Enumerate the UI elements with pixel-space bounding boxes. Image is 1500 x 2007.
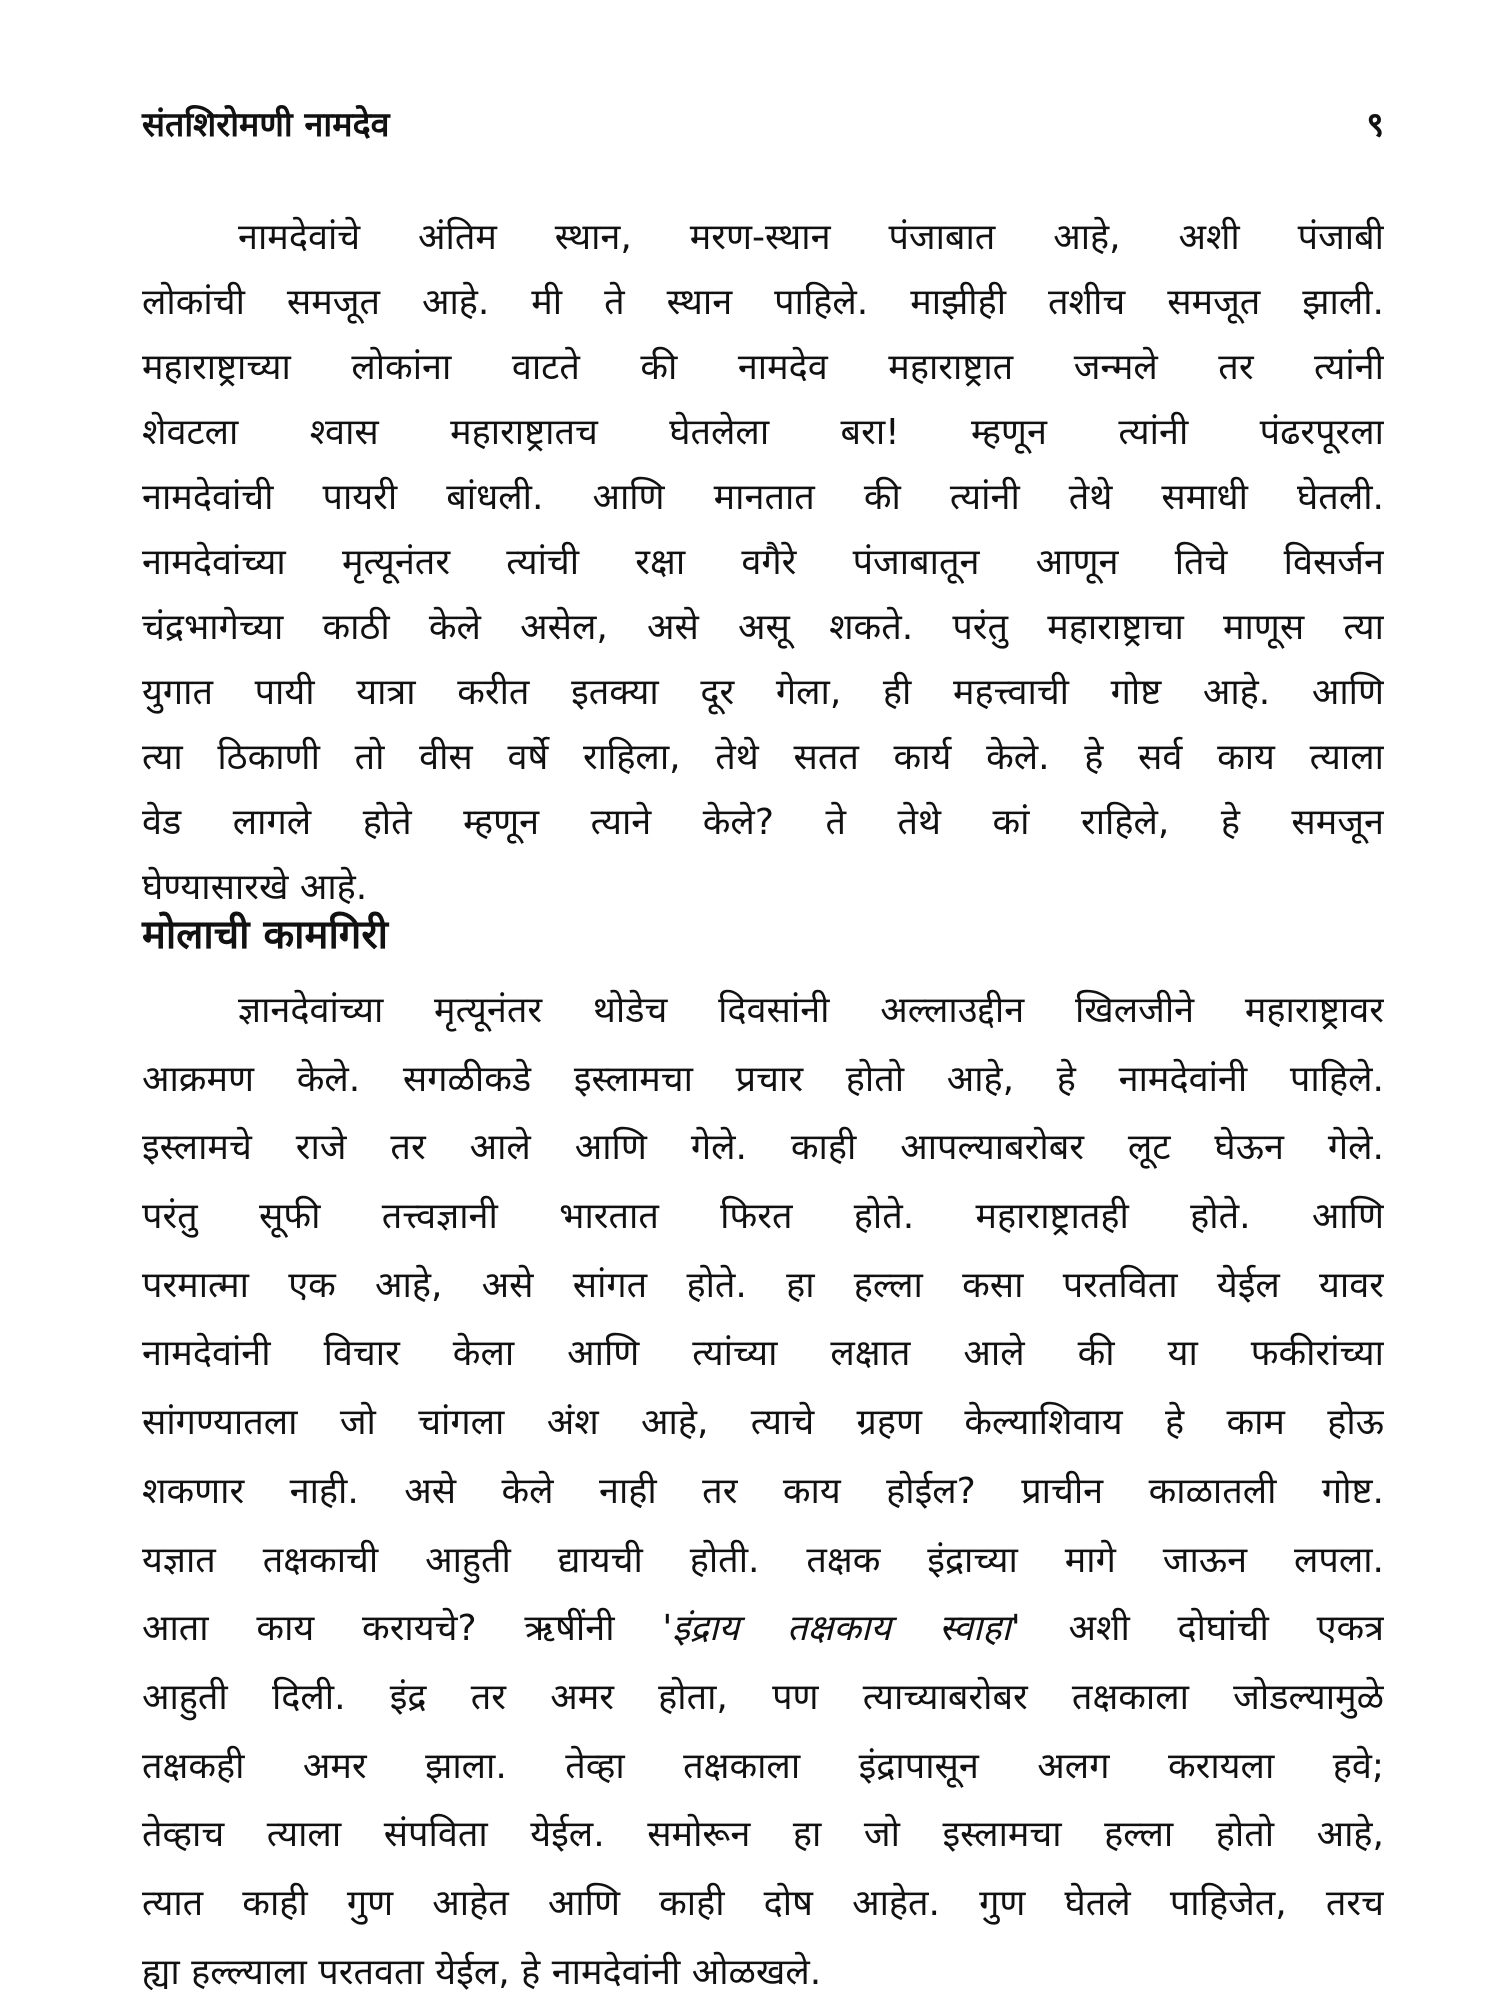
text-line: शेवटला श्वास महाराष्ट्रातच घेतलेला बरा! म्हणून त्यांनी पंढरपूरला: [142, 412, 1384, 453]
italic-quote: 'इंद्राय तक्षकाय स्वाहा': [662, 1608, 1021, 1650]
paragraph-2: [142, 977, 1384, 2007]
text-segment: अशी दोघांची एकत्र: [1020, 1608, 1384, 1650]
text-line: वेड लागले होते म्हणून त्याने केले? ते तेथे कां राहिले, हे समजून: [142, 802, 1384, 843]
text-line: ज्ञानदेवांच्या मृत्यूनंतर थोडेच दिवसांनी अल्लाउद्दीन खिलजीने महाराष्ट्रावर: [238, 990, 1384, 1031]
text-line: तेव्हाच त्याला संपविता येईल. समोरून हा जो इस्लामचा हल्ला होतो आहे,: [142, 1814, 1384, 1856]
text-line: युगात पायी यात्रा करीत इतक्या दूर गेला, ही महत्त्वाची गोष्ट आहे. आणि: [142, 672, 1384, 713]
text-line: यज्ञात तक्षकाची आहुती द्यायची होती. तक्षक इंद्राच्या मागे जाऊन लपला.: [142, 1539, 1384, 1581]
page-number: ९: [1366, 105, 1384, 145]
text-line: नामदेवांच्या मृत्यूनंतर त्यांची रक्षा वगैरे पंजाबातून आणून तिचे विसर्जन: [142, 542, 1384, 583]
text-line: आहुती दिली. इंद्र तर अमर होता, पण त्याच्याबरोबर तक्षकाला जोडल्यामुळे: [142, 1676, 1384, 1718]
text-line: नामदेवांचे अंतिम स्थान, मरण-स्थान पंजाबात आहे, अशी पंजाबी: [238, 217, 1384, 258]
paragraph-1: [142, 205, 1384, 920]
text-line-with-quote: [142, 1595, 1384, 1664]
text-line: चंद्रभागेच्या काठी केले असेल, असे असू शकते. परंतु महाराष्ट्राचा माणूस त्या: [142, 607, 1384, 648]
text-line: तक्षकही अमर झाला. तेव्हा तक्षकाला इंद्रापासून अलग करायला हवे;: [142, 1745, 1384, 1787]
text-line: त्यात काही गुण आहेत आणि काही दोष आहेत. गुण घेतले पाहिजेत, तरच: [142, 1882, 1384, 1924]
text-line: ह्या हल्ल्याला परतवता येईल, हे नामदेवांनी ओळखले.: [142, 1951, 822, 1993]
text-line: सांगण्यातला जो चांगला अंश आहे, त्याचे ग्रहण केल्याशिवाय हे काम होऊ: [142, 1402, 1384, 1444]
section-heading: मोलाची कामगिरी: [142, 912, 389, 958]
text-line: आक्रमण केले. सगळीकडे इस्लामचा प्रचार होतो आहे, हे नामदेवांनी पाहिले.: [142, 1058, 1384, 1100]
text-line: लोकांची समजूत आहे. मी ते स्थान पाहिले. माझीही तशीच समजूत झाली.: [142, 282, 1384, 323]
text-line: इस्लामचे राजे तर आले आणि गेले. काही आपल्याबरोबर लूट घेऊन गेले.: [142, 1127, 1384, 1169]
text-line: परंतु सूफी तत्त्वज्ञानी भारतात फिरत होते. महाराष्ट्रातही होते. आणि: [142, 1196, 1384, 1238]
text-segment: आता काय करायचे? ऋषींनी: [142, 1608, 663, 1650]
running-header: [142, 100, 1384, 150]
text-line: परमात्मा एक आहे, असे सांगत होते. हा हल्ला कसा परतविता येईल यावर: [142, 1264, 1384, 1306]
text-line: घेण्यासारखे आहे.: [142, 867, 368, 908]
text-line: नामदेवांनी विचार केला आणि त्यांच्या लक्षात आले की या फकीरांच्या: [142, 1333, 1384, 1375]
text-line: महाराष्ट्राच्या लोकांना वाटते की नामदेव महाराष्ट्रात जन्मले तर त्यांनी: [142, 347, 1384, 388]
text-line: त्या ठिकाणी तो वीस वर्षे राहिला, तेथे सतत कार्य केले. हे सर्व काय त्याला: [142, 737, 1384, 778]
text-line: नामदेवांची पायरी बांधली. आणि मानतात की त्यांनी तेथे समाधी घेतली.: [142, 477, 1384, 518]
book-title: संतशिरोमणी नामदेव: [142, 105, 390, 145]
text-line: शकणार नाही. असे केले नाही तर काय होईल? प्राचीन काळातली गोष्ट.: [142, 1470, 1384, 1512]
